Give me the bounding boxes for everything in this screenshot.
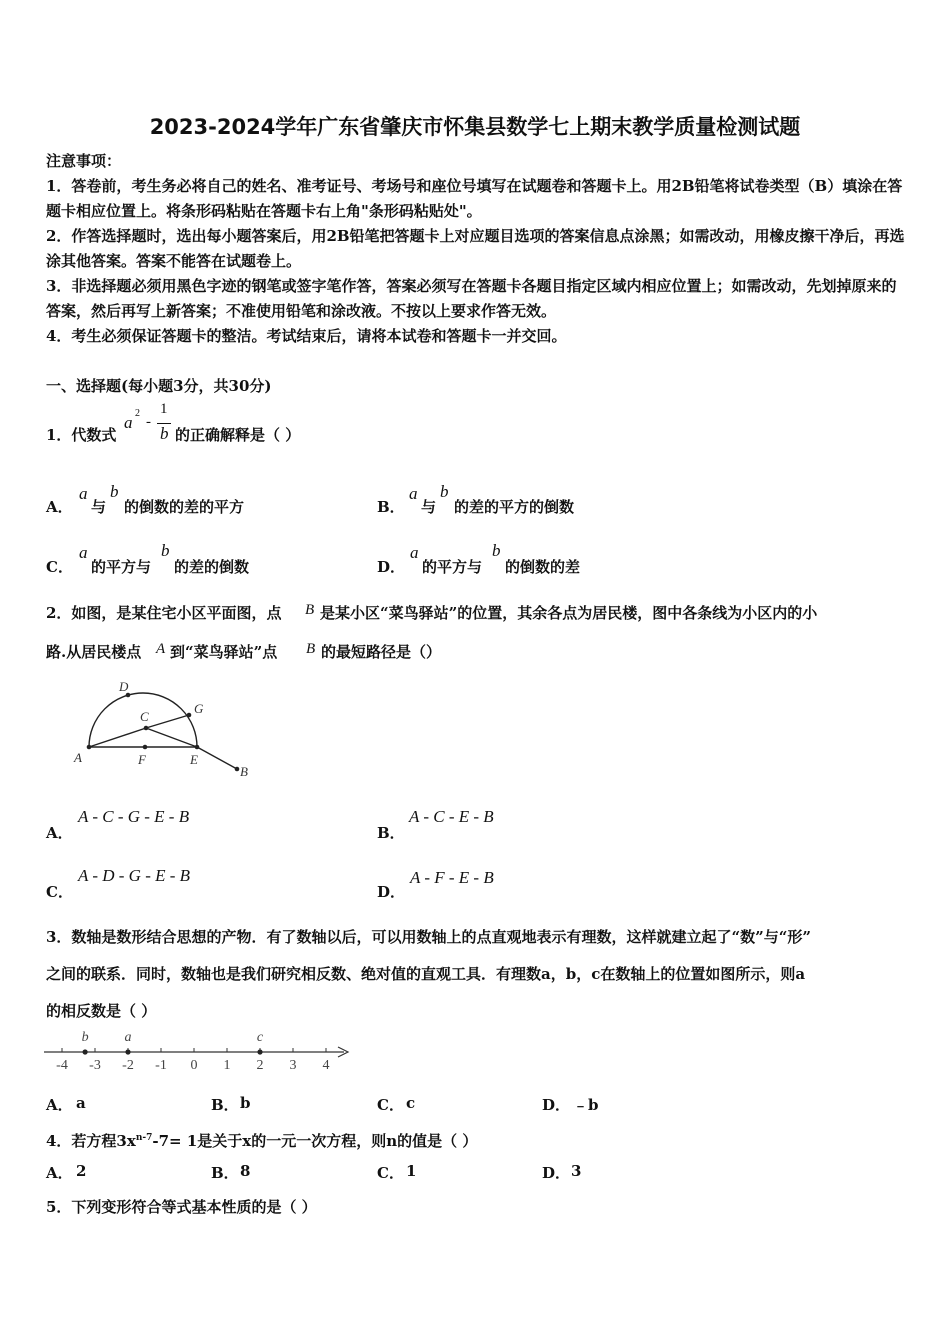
q2-point-b xyxy=(235,767,240,772)
q3-point-c xyxy=(257,1049,262,1054)
q4-stem xyxy=(46,1126,477,1154)
notice-item-2: 2．作答选择题时，选出每小题答案后，用2B铅笔把答题卡上对应题目选项的答案信息点涂黑；如需改动，用橡皮擦干净后，再选涂其他答案。答案不能答在试题卷上。 xyxy=(46,227,905,270)
q3-option-d-text: ﹣b xyxy=(573,1096,599,1114)
q1-expr-a: a xyxy=(124,413,133,432)
q2-label-e: E xyxy=(190,752,198,767)
q3-tick-label-7: 3 xyxy=(289,1058,297,1073)
notice-heading: 注意事项： xyxy=(46,152,122,170)
q2-label-d: D xyxy=(119,679,129,694)
page-title: 2023-2024学年广东省肇庆市怀集县数学七上期末教学质量检测试题 xyxy=(149,115,801,139)
q3-point-label-c: c xyxy=(256,1030,264,1045)
q2-option-b-path: A - C - E - B xyxy=(409,807,494,826)
q1-option-d-mid: 的平方与 xyxy=(422,558,483,576)
q2-segment-ac xyxy=(89,728,146,747)
q1-option-d-var1: a xyxy=(410,543,419,562)
q4-option-d-label: D． xyxy=(542,1164,571,1182)
q3-line3: 的相反数是（ ） xyxy=(46,1002,157,1020)
q2-label-c: C xyxy=(140,709,149,724)
q1-expr-exponent: 2 xyxy=(135,408,140,419)
q1-expr-minus: - xyxy=(146,414,151,430)
q3-line2: 之间的联系．同时，数轴也是我们研究相反数、绝对值的直观工具．有理数a，b，c在数轴上的位置如图所示，则a xyxy=(46,965,806,983)
q2-segment-cg xyxy=(146,715,189,728)
q2-label-b: B xyxy=(240,764,248,779)
q1-option-b-var1: a xyxy=(409,484,418,503)
q3-option-a-text: a xyxy=(76,1094,86,1112)
notice-item-1: 1．答卷前，考生务必将自己的姓名、准考证号、考场号和座位号填写在试题卷和答题卡上。用2B铅笔将试卷类型（B）填涂在答题卡相应位置上。将条形码粘贴在答题卡右上角"条形码粘贴处"。 xyxy=(46,177,903,220)
q1-option-b-mid: 与 xyxy=(421,498,437,516)
q1-frac-denominator: b xyxy=(160,424,169,443)
q3-option-b-text: b xyxy=(240,1094,251,1112)
q2-line1-post: 是某小区“菜鸟驿站”的位置，其余各点为居民楼，图中各条线为小区内的小 xyxy=(320,604,818,622)
q4-option-a-text: 2 xyxy=(76,1162,87,1180)
q3-option-c-label: C． xyxy=(377,1096,404,1114)
q5-stem: 5．下列变形符合等式基本性质的是（ ） xyxy=(46,1198,317,1216)
q3-tick-label-6: 2 xyxy=(256,1058,264,1073)
q2-figure xyxy=(66,675,266,785)
q3-tick-label-0: -4 xyxy=(56,1058,68,1073)
q3-option-a-label: A． xyxy=(46,1096,73,1114)
q3-point-a xyxy=(125,1049,130,1054)
q3-line1: 3．数轴是数形结合思想的产物．有了数轴以后，可以用数轴上的点直观地表示有理数，这样就建立起了“数”与“形” xyxy=(46,928,811,946)
q2-option-c-path: A - D - G - E - B xyxy=(78,866,191,885)
q2-option-b-label: B． xyxy=(377,824,405,842)
q2-option-c-label: C． xyxy=(46,883,73,901)
q2-segment-ce xyxy=(146,728,197,747)
q3-option-c-text: c xyxy=(406,1094,416,1112)
q1-option-a-var1: a xyxy=(79,484,88,503)
q1-option-d-var2: b xyxy=(492,541,501,560)
q1-option-c-label: C． xyxy=(46,558,73,576)
q2-option-a-path: A - C - G - E - B xyxy=(78,807,190,826)
q4-option-c-text: 1 xyxy=(406,1162,417,1180)
q2-segment-eb xyxy=(197,747,237,769)
q3-number-line xyxy=(44,1026,352,1076)
q3-tick-label-2: -2 xyxy=(122,1058,134,1073)
q4-option-a-label: A． xyxy=(46,1164,73,1182)
q2-label-f: F xyxy=(138,752,146,767)
q2-line2-pre: 路.从居民楼点 xyxy=(46,643,142,661)
q1-option-b-var2: b xyxy=(440,482,449,501)
q4-option-d-text: 3 xyxy=(571,1162,582,1180)
q2-line2-mid: 到“菜鸟驿站”点 xyxy=(170,643,278,661)
q1-option-a-var2: b xyxy=(110,482,119,501)
q1-prefix: 1．代数式 xyxy=(46,426,117,444)
q2-point-c xyxy=(144,726,149,731)
q1-option-c-var2: b xyxy=(161,541,170,560)
q2-line2-post: 的最短路径是（） xyxy=(321,643,442,661)
q2-point-f xyxy=(143,745,148,750)
q3-tick-label-5: 1 xyxy=(223,1058,231,1073)
q4-exponent: n-7 xyxy=(135,1133,153,1143)
q3-point-b xyxy=(83,1049,88,1054)
q2-option-d-path: A - F - E - B xyxy=(410,868,494,887)
q1-option-c-tail: 的差的倒数 xyxy=(174,558,250,576)
q4-option-b-text: 8 xyxy=(240,1162,251,1180)
q2-line1-var: B xyxy=(305,602,315,618)
q1-option-b-label: B． xyxy=(377,498,405,516)
q2-point-a xyxy=(87,745,92,750)
q3-point-label-a: a xyxy=(124,1030,132,1045)
q1-option-d-label: D． xyxy=(377,558,406,576)
notice-block xyxy=(46,149,906,349)
q3-tick-label-3: -1 xyxy=(155,1058,167,1073)
q2-point-g xyxy=(187,713,192,718)
q4-pre: 4．若方程3x xyxy=(46,1132,136,1150)
q2-line2-var1: A xyxy=(156,641,166,657)
q3-point-label-b: b xyxy=(81,1030,89,1045)
q1-option-c-mid: 的平方与 xyxy=(91,558,152,576)
q2-line1-pre: 2．如图，是某住宅小区平面图，点 xyxy=(46,604,282,622)
q1-option-a-mid: 与 xyxy=(91,498,107,516)
q3-option-b-label: B． xyxy=(211,1096,239,1114)
q1-suffix: 的正确解释是（ ） xyxy=(175,426,301,444)
q1-option-b-tail: 的差的平方的倒数 xyxy=(454,498,575,516)
notice-item-3: 3．非选择题必须用黑色字迹的钢笔或签字笔作答，答案必须写在答题卡各题目指定区域内相应位置上；如需改动，先划掉原来的答案，然后再写上新答案；不准使用铅笔和涂改液。不按以上要求作答无效。 xyxy=(46,277,897,320)
q2-label-a: A xyxy=(74,750,82,765)
q2-label-g: G xyxy=(194,701,204,716)
q4-post: -7= 1是关于x的一元一次方程，则n的值是（ ） xyxy=(152,1132,478,1150)
q2-line2-var2: B xyxy=(306,641,316,657)
q1-frac-numerator: 1 xyxy=(160,401,168,417)
q3-tick-label-8: 4 xyxy=(322,1058,330,1073)
q3-tick-label-1: -3 xyxy=(89,1058,101,1073)
q2-point-e xyxy=(195,745,200,750)
section-heading: 一、选择题(每小题3分，共30分) xyxy=(46,377,272,395)
q1-option-d-tail: 的倒数的差 xyxy=(505,558,581,576)
q1-option-c-var1: a xyxy=(79,543,88,562)
notice-item-4: 4．考生必须保证答题卡的整洁。考试结束后，请将本试卷和答题卡一并交回。 xyxy=(46,327,567,345)
q2-option-d-label: D． xyxy=(377,883,406,901)
q2-option-a-label: A． xyxy=(46,824,73,842)
q3-option-d-label: D． xyxy=(542,1096,571,1114)
q4-option-b-label: B． xyxy=(211,1164,239,1182)
q4-option-c-label: C． xyxy=(377,1164,404,1182)
q1-option-a-tail: 的倒数的差的平方 xyxy=(124,498,245,516)
q1-option-a-label: A． xyxy=(46,498,73,516)
q3-tick-label-4: 0 xyxy=(190,1058,198,1073)
